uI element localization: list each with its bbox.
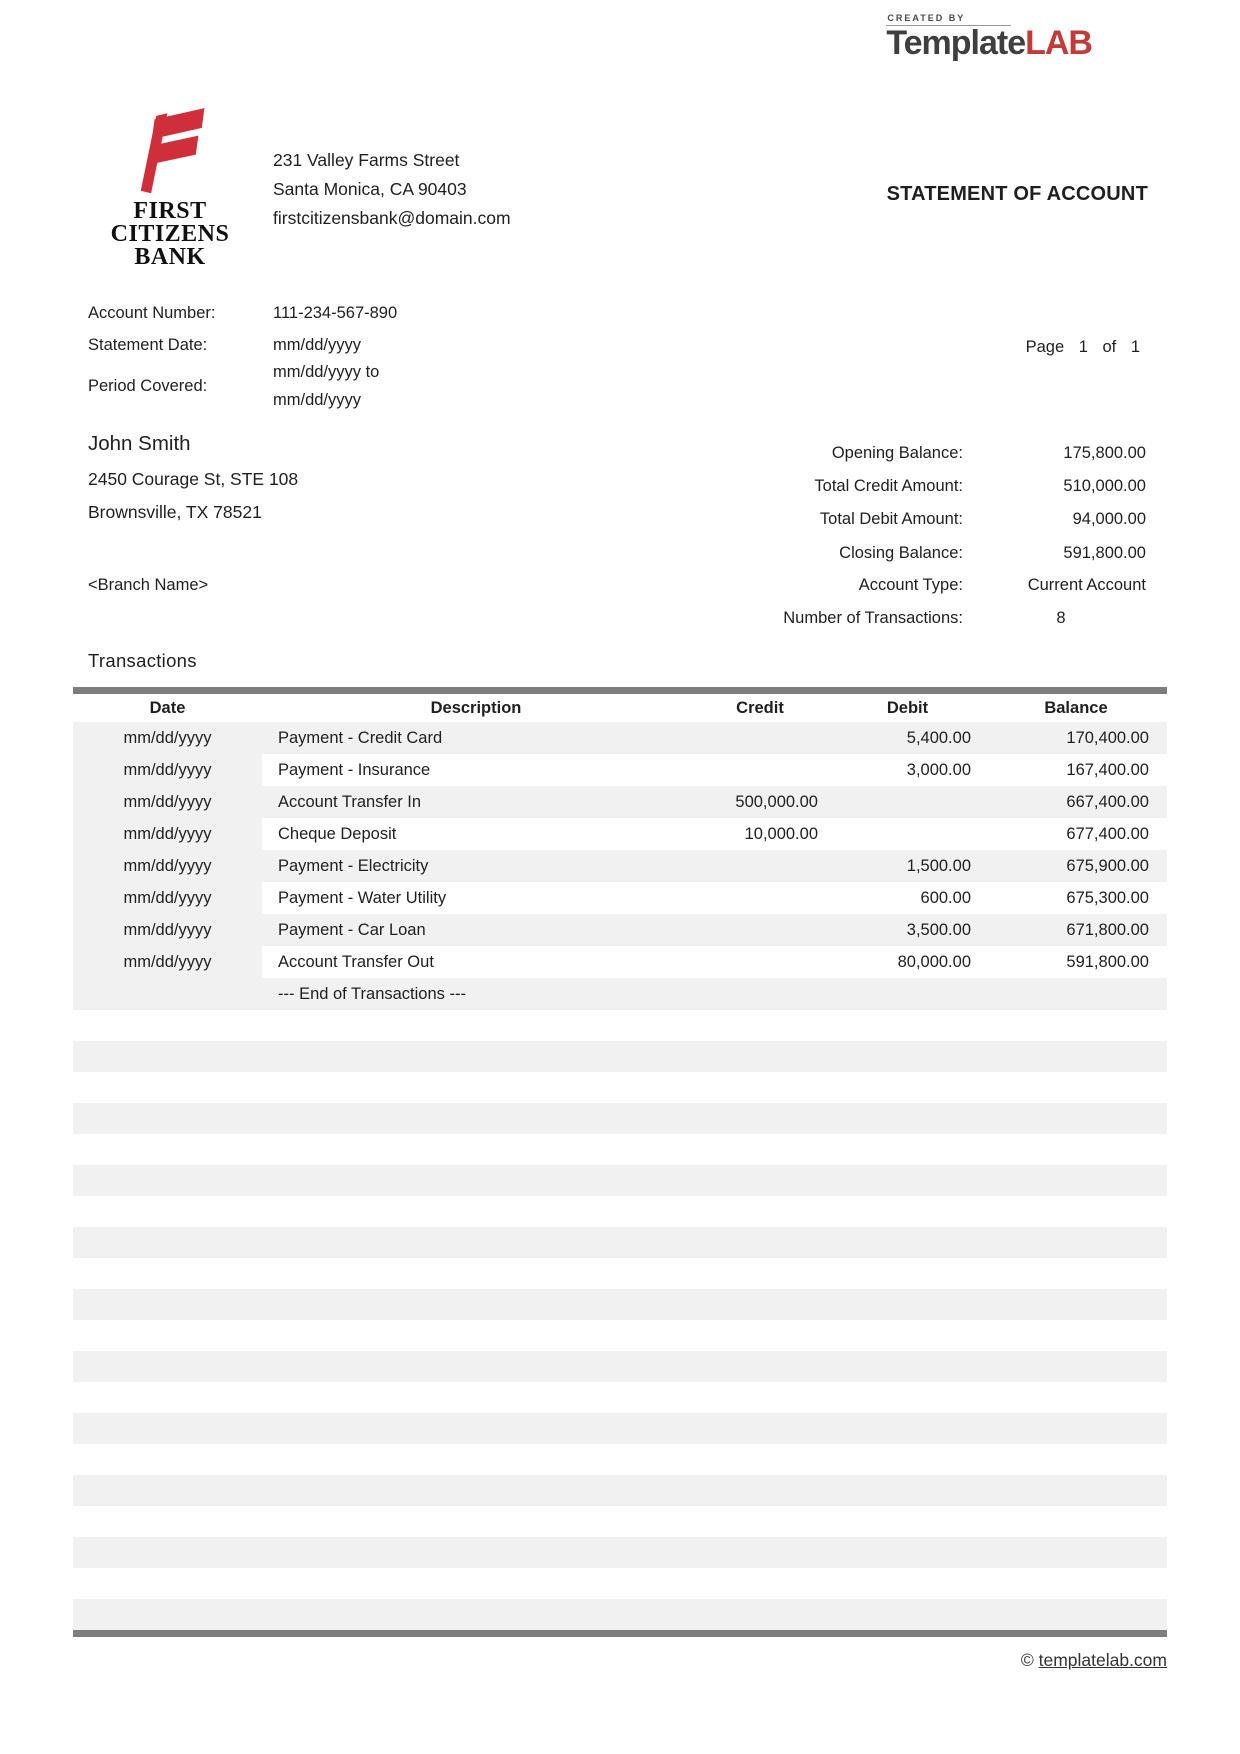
bank-address-line1: 231 Valley Farms Street (273, 150, 460, 170)
statement-date-value: mm/dd/yyyy (273, 336, 362, 354)
transaction-balance-cell: 591,800.00 (985, 946, 1167, 978)
customer-name: John Smith (88, 432, 191, 455)
transaction-credit-cell: 500,000.00 (690, 786, 830, 818)
transactions-heading: Transactions (88, 650, 197, 671)
transaction-credit-cell (690, 978, 830, 1010)
empty-row (73, 1351, 1167, 1382)
transaction-debit-cell: 80,000.00 (830, 946, 985, 978)
empty-row (73, 1165, 1167, 1196)
transaction-date-cell: mm/dd/yyyy (73, 818, 262, 850)
transaction-debit-cell: 600.00 (830, 882, 985, 914)
customer-address-line2: Brownsville, TX 78521 (88, 502, 262, 522)
transaction-count-value: 8 (1056, 609, 1066, 627)
transaction-balance-cell: 167,400.00 (985, 754, 1167, 786)
empty-row (73, 1320, 1167, 1351)
transaction-date-cell (73, 978, 262, 1010)
transaction-description-cell: Payment - Car Loan (262, 914, 690, 946)
total-credit-value: 510,000.00 (1063, 477, 1146, 495)
table-bottom-bar (73, 1630, 1167, 1637)
transaction-description-cell: Payment - Electricity (262, 850, 690, 882)
period-covered-value-line2: mm/dd/yyyy (273, 391, 362, 409)
empty-row (73, 1382, 1167, 1413)
transaction-credit-cell (690, 722, 830, 754)
transaction-date-cell: mm/dd/yyyy (73, 786, 262, 818)
transaction-credit-cell (690, 882, 830, 914)
transaction-description-cell: Payment - Insurance (262, 754, 690, 786)
wordmark-template: Template (886, 24, 1026, 62)
transaction-row (73, 818, 1167, 850)
created-by-label: CREATED BY (886, 13, 1011, 26)
transaction-row (73, 786, 1167, 818)
transaction-date-cell: mm/dd/yyyy (73, 914, 262, 946)
transaction-debit-cell: 3,500.00 (830, 914, 985, 946)
empty-row (73, 1010, 1167, 1041)
transaction-balance-cell: 667,400.00 (985, 786, 1167, 818)
transaction-date-cell: mm/dd/yyyy (73, 946, 262, 978)
transaction-row (73, 946, 1167, 978)
transaction-row (73, 754, 1167, 786)
empty-row (73, 1041, 1167, 1072)
total-debit-label: Total Debit Amount: (819, 510, 963, 528)
bank-name-line2: CITIZENS (110, 221, 230, 247)
transaction-row (73, 850, 1167, 882)
bank-name (98, 200, 242, 269)
empty-row (73, 1506, 1167, 1537)
opening-balance-value: 175,800.00 (1063, 444, 1146, 462)
empty-row (73, 1134, 1167, 1165)
transaction-credit-cell (690, 850, 830, 882)
transaction-credit-cell: 10,000.00 (690, 818, 830, 850)
transaction-description-cell: Payment - Credit Card (262, 722, 690, 754)
transaction-date-cell: mm/dd/yyyy (73, 722, 262, 754)
transaction-credit-cell (690, 914, 830, 946)
transaction-description-cell: Cheque Deposit (262, 818, 690, 850)
statement-date-label: Statement Date: (88, 336, 208, 354)
transaction-row (73, 914, 1167, 946)
total-credit-label: Total Credit Amount: (814, 477, 963, 495)
empty-row (73, 1444, 1167, 1475)
bank-address-line2: Santa Monica, CA 90403 (273, 179, 467, 199)
transaction-debit-cell: 5,400.00 (830, 722, 985, 754)
col-header-debit: Debit (886, 698, 929, 717)
transaction-balance-cell: 675,300.00 (985, 882, 1167, 914)
end-of-transactions-note: --- End of Transactions --- (262, 978, 690, 1010)
empty-row (73, 1475, 1167, 1506)
col-header-credit: Credit (736, 698, 784, 717)
period-covered-value-line1: mm/dd/yyyy to (273, 363, 380, 381)
empty-row (73, 1227, 1167, 1258)
transaction-row (73, 882, 1167, 914)
transaction-balance-cell (985, 978, 1167, 1010)
templatelab-logo (886, 8, 1092, 62)
empty-row (73, 1599, 1167, 1630)
opening-balance-label: Opening Balance: (831, 444, 963, 462)
transaction-balance-cell: 675,900.00 (985, 850, 1167, 882)
bank-name-line3: BANK (134, 244, 206, 270)
table-header-row (73, 694, 1167, 722)
transaction-date-cell: mm/dd/yyyy (73, 882, 262, 914)
empty-row (73, 1537, 1167, 1568)
end-of-transactions-row (73, 978, 1167, 1010)
period-covered-label: Period Covered: (88, 377, 208, 395)
transactions-table (73, 687, 1167, 1637)
empty-row (73, 1258, 1167, 1289)
bank-flag-icon (127, 106, 213, 198)
transaction-debit-cell: 3,000.00 (830, 754, 985, 786)
templatelab-link[interactable]: templatelab.com (1038, 1650, 1167, 1670)
empty-row (73, 1568, 1167, 1599)
page-number: Page 1 of 1 (1025, 338, 1140, 356)
transaction-debit-cell (830, 786, 985, 818)
copyright-icon: © (1020, 1650, 1034, 1670)
transaction-debit-cell: 1,500.00 (830, 850, 985, 882)
account-type-label: Account Type: (858, 576, 963, 594)
transaction-balance-cell: 677,400.00 (985, 818, 1167, 850)
transaction-balance-cell: 170,400.00 (985, 722, 1167, 754)
transaction-description-cell: Account Transfer In (262, 786, 690, 818)
account-type-value: Current Account (1027, 576, 1146, 594)
transaction-count-label: Number of Transactions: (783, 609, 963, 627)
transaction-balance-cell: 671,800.00 (985, 914, 1167, 946)
transaction-description-cell: Payment - Water Utility (262, 882, 690, 914)
bank-logo (98, 106, 242, 269)
footer (1021, 1650, 1167, 1671)
col-header-balance: Balance (1044, 698, 1108, 717)
customer-address-line1: 2450 Courage St, STE 108 (88, 469, 299, 489)
transaction-description-cell: Account Transfer Out (262, 946, 690, 978)
bank-email: firstcitizensbank@domain.com (273, 208, 511, 228)
branch-name: <Branch Name> (88, 576, 209, 594)
transaction-credit-cell (690, 946, 830, 978)
total-debit-value: 94,000.00 (1072, 510, 1146, 528)
page-title: STATEMENT OF ACCOUNT (886, 183, 1148, 205)
bank-address (273, 146, 511, 233)
transaction-credit-cell (690, 754, 830, 786)
empty-row (73, 1196, 1167, 1227)
empty-row (73, 1289, 1167, 1320)
transaction-debit-cell (830, 818, 985, 850)
col-header-description: Description (430, 698, 522, 717)
transaction-row (73, 722, 1167, 754)
empty-row (73, 1072, 1167, 1103)
empty-rows (73, 1010, 1167, 1630)
empty-row (73, 1103, 1167, 1134)
account-number-value: 111-234-567-890 (273, 304, 398, 322)
transaction-debit-cell (830, 978, 985, 1010)
bank-name-line1: FIRST (133, 198, 207, 224)
account-number-label: Account Number: (88, 304, 216, 322)
closing-balance-label: Closing Balance: (839, 544, 963, 562)
table-top-bar (73, 687, 1167, 694)
templatelab-wordmark (886, 26, 1092, 62)
col-header-date: Date (149, 698, 186, 717)
closing-balance-value: 591,800.00 (1063, 544, 1146, 562)
wordmark-lab: LAB (1025, 24, 1092, 62)
transaction-date-cell: mm/dd/yyyy (73, 850, 262, 882)
empty-row (73, 1413, 1167, 1444)
transaction-date-cell: mm/dd/yyyy (73, 754, 262, 786)
